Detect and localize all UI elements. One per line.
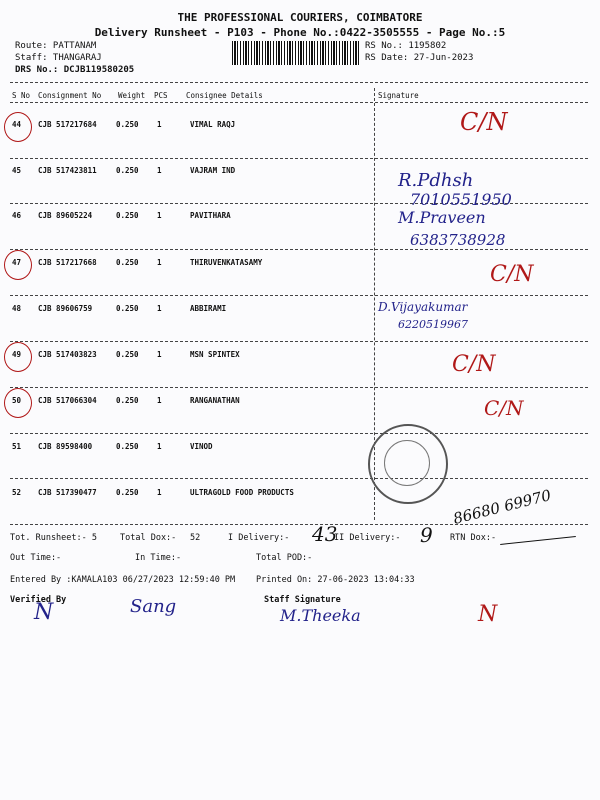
col-consignee: Consignee Details [186, 91, 263, 100]
row-divider [10, 524, 588, 525]
barcode [232, 41, 360, 65]
row-consignment: CJB 517423811 [38, 166, 97, 175]
staff-signature-label: Staff Signature [264, 595, 341, 605]
row-pcs: 1 [157, 120, 162, 129]
table-row [0, 442, 600, 456]
row-consignment: CJB 89598400 [38, 442, 93, 451]
row-consignee: THIRUVENKATASAMY [190, 258, 263, 267]
row-consignee: RANGANATHAN [190, 396, 240, 405]
row-weight: 0.250 [116, 120, 139, 129]
ii-delivery-label: II Delivery:- [334, 533, 401, 543]
row-sno: 44 [12, 120, 22, 129]
row-sno: 52 [12, 488, 22, 497]
staff-signature: M.Theeka [280, 606, 361, 625]
row-divider [10, 387, 588, 388]
total-dox-label: Total Dox:- [120, 533, 177, 543]
table-row [0, 350, 600, 364]
row-weight: 0.250 [116, 396, 139, 405]
row-pcs: 1 [157, 166, 162, 175]
row-divider [10, 249, 588, 250]
table-row [0, 304, 600, 318]
staff: Staff: THANGARAJ [15, 53, 102, 63]
row-consignment: CJB 517217684 [38, 120, 97, 129]
in-time: In Time:- [135, 553, 182, 563]
cn-mark: C/N [484, 396, 524, 420]
cn-mark: C/N [452, 352, 496, 377]
rtn-dox-stroke [500, 536, 576, 545]
printed-on: Printed On: 27-06-2023 13:04:33 [256, 575, 415, 585]
undelivered-circle [4, 250, 32, 280]
handwritten-name: M.Praveen [398, 208, 486, 227]
verifier-mark: N [34, 600, 54, 625]
row-pcs: 1 [157, 350, 162, 359]
row-consignee: VINOD [190, 442, 213, 451]
row-sno: 46 [12, 211, 22, 220]
col-pcs: PCS [154, 91, 168, 100]
table-row [0, 211, 600, 225]
undelivered-count: 9 [420, 523, 433, 547]
row-divider [10, 158, 588, 159]
row-consignment: CJB 89605224 [38, 211, 93, 220]
col-sno: S No [12, 91, 31, 100]
corner-mark: N [478, 602, 498, 627]
row-consignee: VIMAL RAQJ [190, 120, 236, 129]
entered-by: Entered By :KAMALA103 06/27/2023 12:59:40 PM [10, 575, 236, 585]
company-stamp-inner [384, 440, 430, 486]
i-delivery-label: I Delivery:- [228, 533, 290, 543]
row-consignment: CJB 517390477 [38, 488, 97, 497]
verified-by-label: Verified By [10, 595, 67, 605]
rs-date: RS Date: 27-Jun-2023 [365, 53, 474, 63]
row-sno: 51 [12, 442, 22, 451]
cn-mark: C/N [460, 108, 508, 136]
handwritten-phone: 6220519967 [398, 318, 468, 331]
handwritten-phone: 7010551950 [410, 190, 512, 209]
i-delivery-count: 43 [312, 522, 338, 546]
row-consignment: CJB 89606759 [38, 304, 93, 313]
row-consignment: CJB 517403823 [38, 350, 97, 359]
row-consignee: VAJRAM IND [190, 166, 236, 175]
route: Route: PATTANAM [15, 41, 97, 51]
row-pcs: 1 [157, 396, 162, 405]
row-consignment: CJB 517066304 [38, 396, 97, 405]
row-consignee: MSN SPINTEX [190, 350, 240, 359]
header-rule [10, 82, 588, 83]
row-pcs: 1 [157, 442, 162, 451]
table-row [0, 120, 600, 134]
row-consignee: ULTRAGOLD FOOD PRODUCTS [190, 488, 294, 497]
row-sno: 50 [12, 396, 22, 405]
row-pcs: 1 [157, 488, 162, 497]
verifier-signature: Sang [130, 596, 177, 617]
row-weight: 0.250 [116, 211, 139, 220]
company-title: THE PROFESSIONAL COURIERS, COIMBATORE [177, 11, 423, 24]
row-pcs: 1 [157, 258, 162, 267]
row-divider [10, 433, 588, 434]
handwritten-phone: 86680 69970 [451, 486, 553, 528]
row-sno: 48 [12, 304, 22, 313]
row-weight: 0.250 [116, 442, 139, 451]
undelivered-circle [4, 112, 32, 142]
handwritten-name: R.Pdhsh [398, 170, 474, 191]
row-sno: 49 [12, 350, 22, 359]
row-weight: 0.250 [116, 350, 139, 359]
row-sno: 47 [12, 258, 22, 267]
table-row [0, 166, 600, 180]
row-consignee: ABBIRAMI [190, 304, 227, 313]
column-header-rule [10, 102, 588, 103]
col-signature: Signature [378, 91, 419, 100]
col-weight: Weight [118, 91, 146, 100]
row-weight: 0.250 [116, 258, 139, 267]
row-pcs: 1 [157, 211, 162, 220]
total-dox-value: 52 [190, 533, 201, 543]
runsheet-subtitle: Delivery Runsheet - P103 - Phone No.:0422-3505555 - Page No.:5 [94, 26, 506, 39]
handwritten-phone: 6383738928 [410, 231, 506, 249]
row-divider [10, 295, 588, 296]
total-pod: Total POD:- [256, 553, 313, 563]
row-divider [10, 341, 588, 342]
row-weight: 0.250 [116, 488, 139, 497]
handwritten-name: D.Vijayakumar [378, 300, 468, 314]
rtn-dox-label: RTN Dox:- [450, 533, 497, 543]
out-time: Out Time:- [10, 553, 62, 563]
cn-mark: C/N [490, 262, 534, 287]
undelivered-circle [4, 342, 32, 372]
row-pcs: 1 [157, 304, 162, 313]
col-consignment: Consignment No [38, 91, 102, 100]
rs-number: RS No.: 1195802 [365, 41, 447, 51]
undelivered-circle [4, 388, 32, 418]
row-consignee: PAVITHARA [190, 211, 231, 220]
drs-number: DRS No.: DCJB119580205 [15, 65, 135, 75]
row-weight: 0.250 [116, 304, 139, 313]
row-weight: 0.250 [116, 166, 139, 175]
row-sno: 45 [12, 166, 22, 175]
row-consignment: CJB 517217668 [38, 258, 97, 267]
tot-runsheet: Tot. Runsheet:- 5 [10, 533, 97, 543]
row-divider [10, 478, 588, 479]
